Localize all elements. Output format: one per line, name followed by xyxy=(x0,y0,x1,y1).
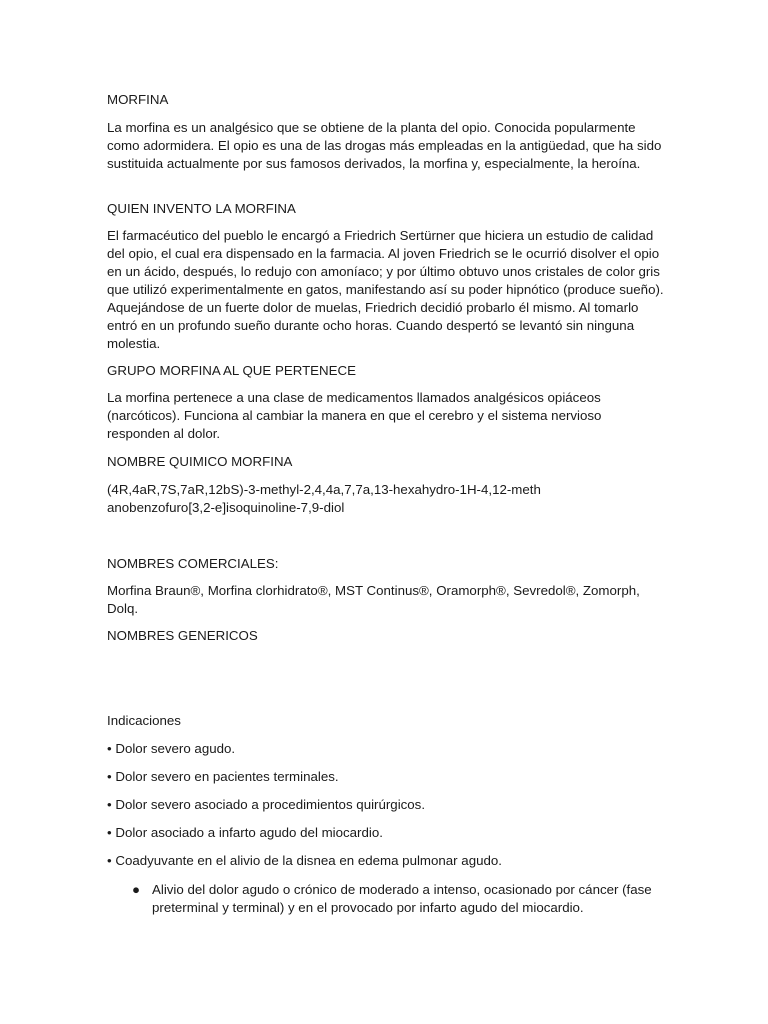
grupo-paragraph: La morfina pertenece a una clase de medicamentos llamados analgésicos opiáceos (narcóticos). Funciona al cambiar la manera en que el cerebro y el sistema nervioso responden al dolor. xyxy=(107,390,602,441)
inventor-paragraph: El farmacéutico del pueblo le encargó a Friedrich Sertürner que hiciera un estudio de calidad del opio, el cual era dispensado en la farmacia. Al joven Friedrich se le ocurrió disolver el opio en un ácido, después, lo redujo con amoníaco; y por último obtuvo unos cristales de color gris que utilizó experimentalmente en gatos, manifestando así su poder hipnótico (produce sueño). Aquejándose de un fuerte dolor de muelas, Friedrich decidió probarlo él mismo. Al tomarlo entró en un profundo sueño durante ocho horas. Cuando despertó se levantó sin ninguna molestia. xyxy=(107,228,664,351)
doc-title: MORFINA xyxy=(107,92,169,107)
heading-indicaciones: Indicaciones xyxy=(107,713,181,728)
list-item xyxy=(130,881,670,917)
heading-grupo: GRUPO MORFINA AL QUE PERTENECE xyxy=(107,363,356,378)
bullet-icon: ● xyxy=(131,882,141,897)
heading-comerciales: NOMBRES COMERCIALES: xyxy=(107,556,279,571)
indicacion-item: • Coadyuvante en el alivio de la disnea en edema pulmonar agudo. xyxy=(107,853,502,868)
bullet-list xyxy=(130,881,670,917)
indicacion-item: • Dolor severo asociado a procedimientos quirúrgicos. xyxy=(107,797,426,812)
heading-genericos: NOMBRES GENERICOS xyxy=(107,628,258,643)
list-item-text: Alivio del dolor agudo o crónico de moderado a intenso, ocasionado por cáncer (fase preterminal y terminal) y en el provocado por infarto agudo del miocardio. xyxy=(152,882,652,915)
quimico-paragraph: (4R,4aR,7S,7aR,12bS)-3-methyl-2,4,4a,7,7a,13-hexahydro-1H-4,12-methanobenzofuro[3,2-e]isoquinoline-7,9-diol xyxy=(107,482,541,515)
heading-inventor: QUIEN INVENTO LA MORFINA xyxy=(107,201,296,216)
comerciales-paragraph: Morfina Braun®, Morfina clorhidrato®, MST Continus®, Oramorph®, Sevredol®, Zomorph, Dolq. xyxy=(107,583,640,616)
indicacion-item: • Dolor asociado a infarto agudo del miocardio. xyxy=(107,825,383,840)
indicacion-item: • Dolor severo en pacientes terminales. xyxy=(107,769,339,784)
intro-paragraph: La morfina es un analgésico que se obtiene de la planta del opio. Conocida popularmente como adormidera. El opio es una de las drogas más empleadas en la antigüedad, que ha sido sustituida actualmente por sus famosos derivados, la morfina y, especialmente, la heroína. xyxy=(107,120,662,171)
indicacion-item: • Dolor severo agudo. xyxy=(107,741,236,756)
heading-quimico: NOMBRE QUIMICO MORFINA xyxy=(107,454,293,469)
